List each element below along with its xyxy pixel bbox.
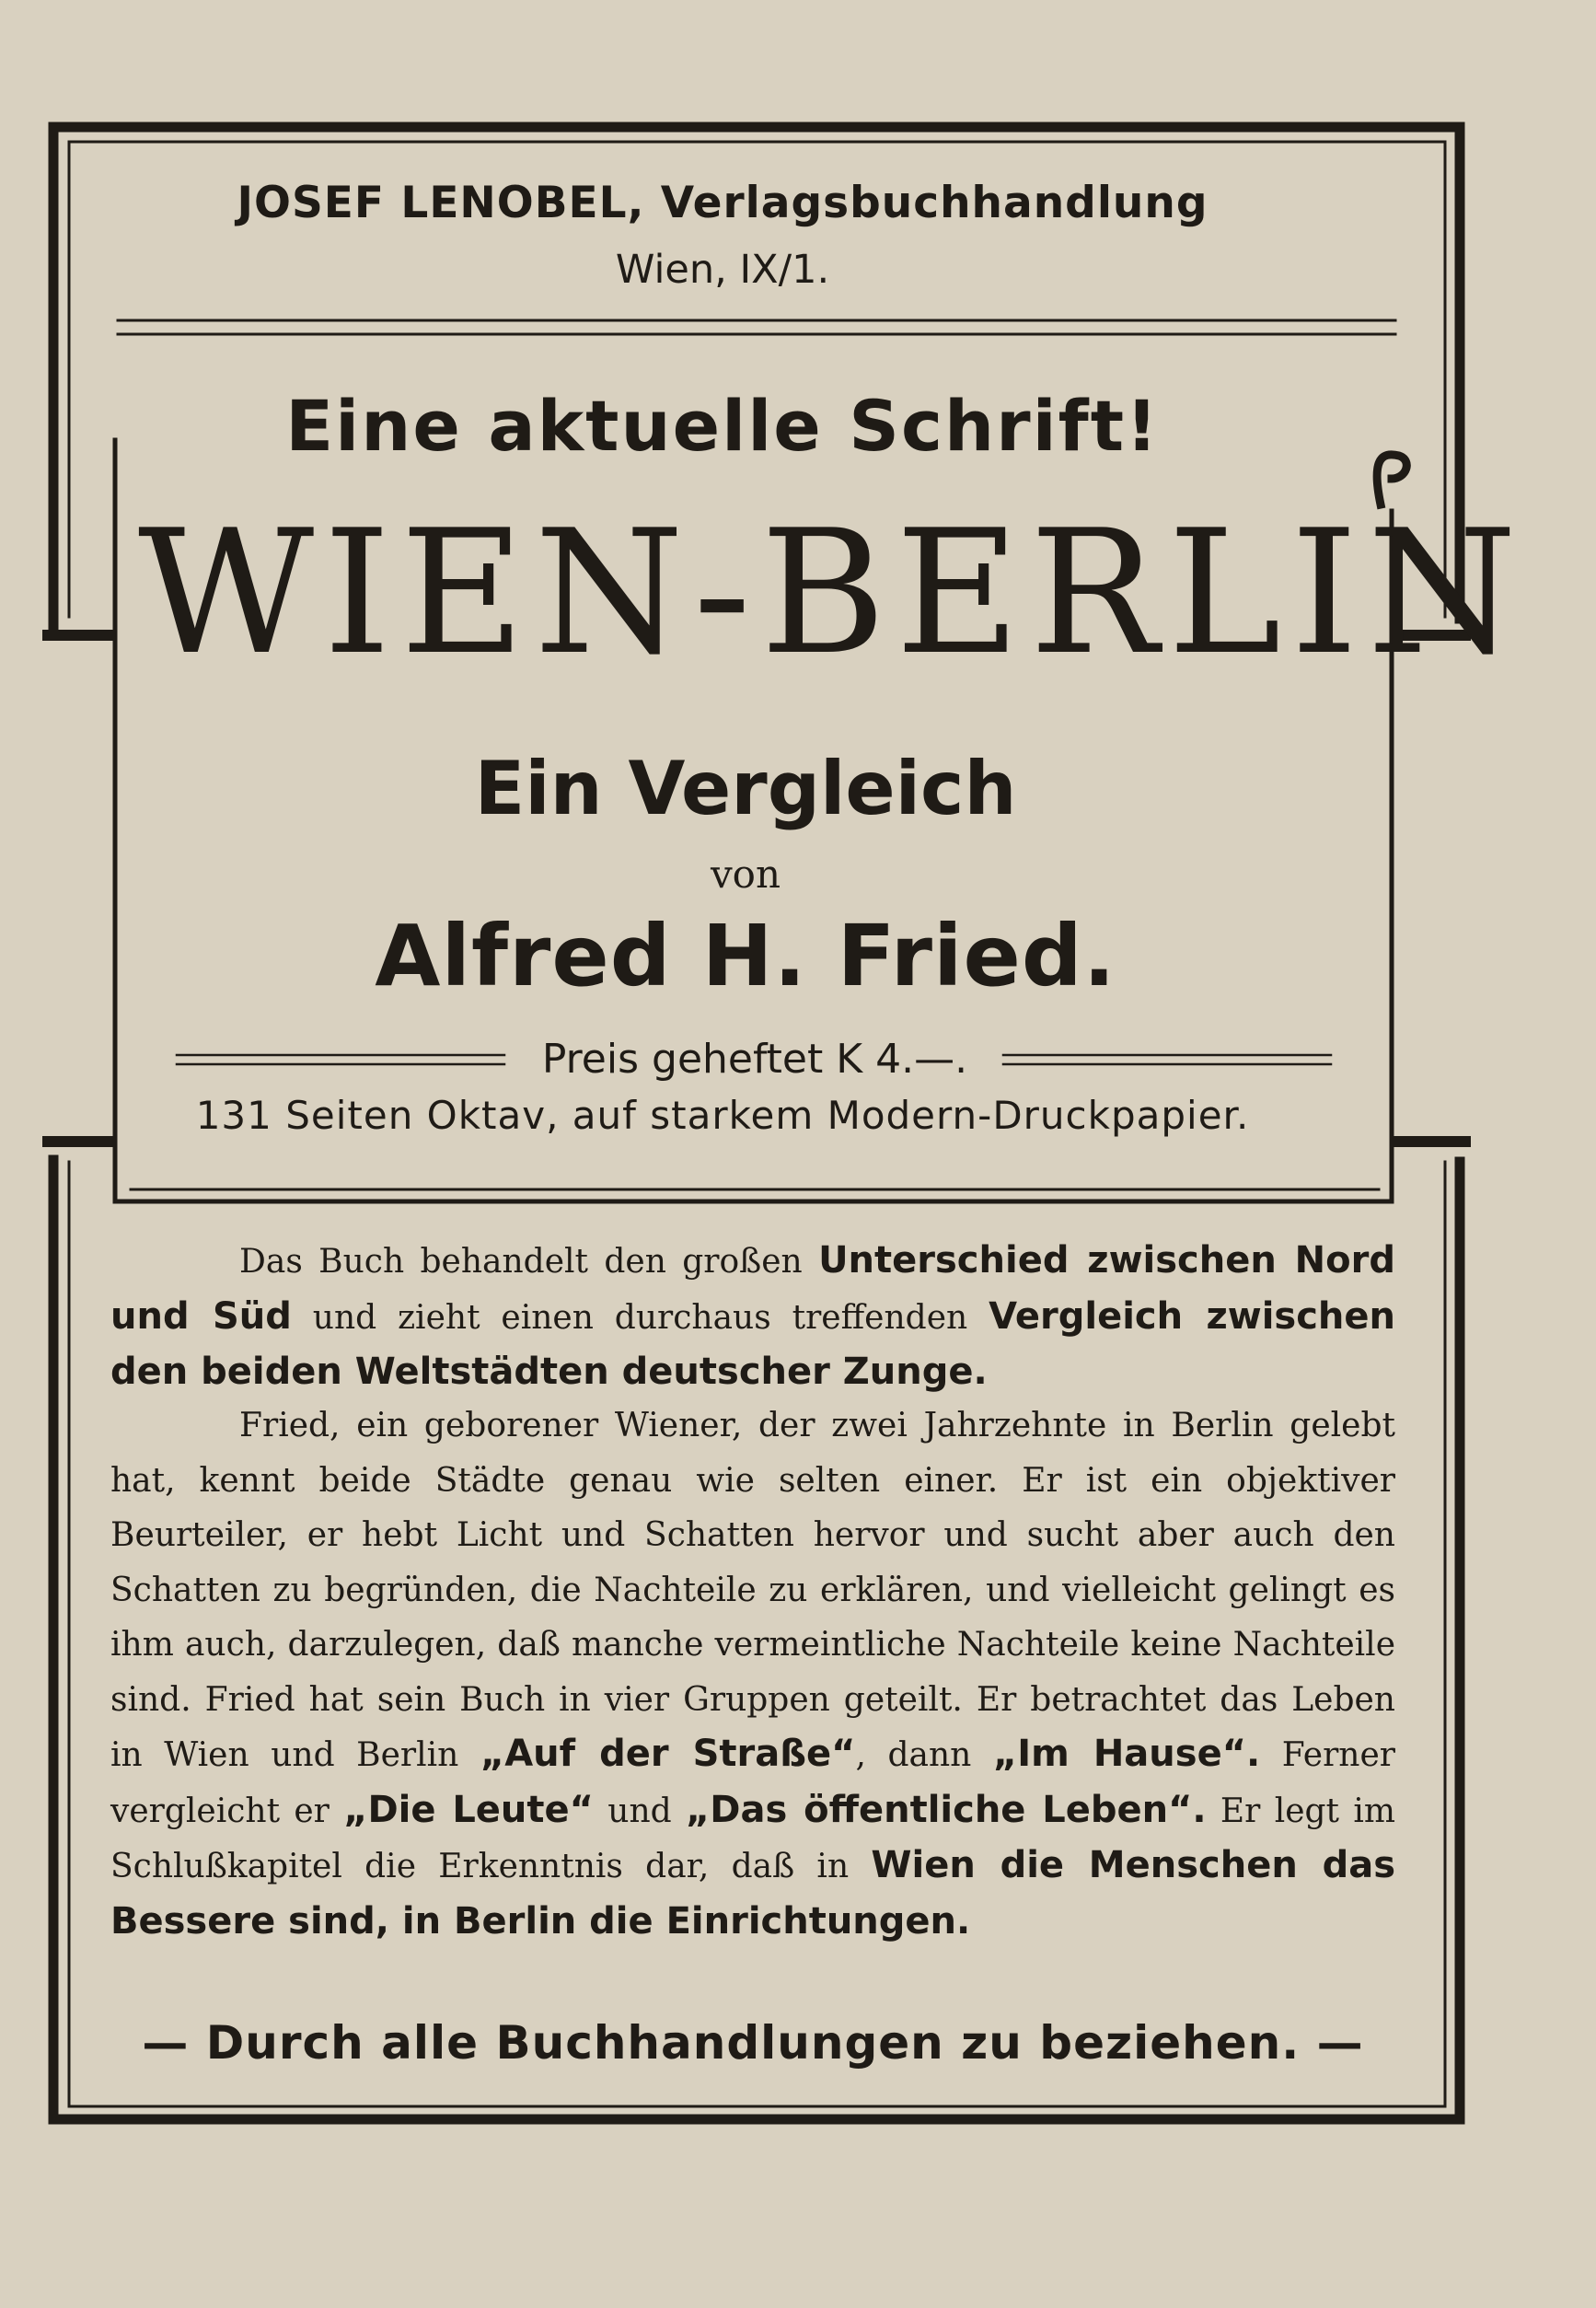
emphasis: Unterschied zwischen Nord und Süd [110,1239,1395,1338]
byline: von [710,852,781,897]
text-run: Ferner vergleicht er [110,1736,1395,1830]
emphasis: Vergleich zwischen den beiden Weltstädten deutscher Zunge. [110,1294,1396,1393]
emphasis: „Die Leute“ [343,1788,594,1831]
headline: Eine aktuelle Schrift! [285,385,1160,467]
book-specs: 131 Seiten Oktav, auf starkem Modern-Druckpapier. [195,1093,1250,1138]
text-run: Er legt im Schlußkapitel die Erkenntnis dar, daß in [110,1792,1395,1885]
emphasis: „Das öffentliche Leben“. [686,1788,1207,1831]
publisher-city: Wien, IX/1. [615,247,830,293]
publisher-name: JOSEF LENOBEL, Verlagsbuchhandlung [237,178,1209,228]
price: Preis geheftet K 4.—. [541,1036,968,1083]
book-subtitle: Ein Vergleich [474,746,1017,831]
description-paragraph-1 [110,1234,1395,1401]
description-paragraph-2 [110,1398,1395,1950]
emphasis: „Im Hause“. [992,1733,1261,1775]
text-run: Fried, ein geborener Wiener, der zwei Jahrzehnte in Berlin gelebt hat, kennt beide Städte genau wie selten einer. Er ist ein objektiver Beurteiler, er hebt Licht und Schatten hervor und sucht aber auch den Schatten zu begründen, die Nachteile zu erklären, und vielleicht gelingt es ihm auch, darzulegen, daß manche vermeintliche Nachteile keine Nachteile sind. Fried hat sein Buch in vier Gruppen geteilt. Er betrachtet das Leben in Wien und Berlin [110,1407,1395,1774]
emphasis: Wien die Menschen das Bessere sind, in Berlin die Einrichtungen. [110,1844,1395,1943]
text-run: und zieht einen durchaus treffenden [291,1298,989,1337]
book-title: WIEN-BERLIN [138,493,1527,692]
availability-note: — Durch alle Buchhandlungen zu beziehen. — [142,2016,1364,2070]
author-name: Alfred H. Fried. [375,907,1116,1005]
text-run: , dann [855,1736,993,1774]
emphasis: „Auf der Straße“ [480,1733,856,1775]
text-run: und [593,1792,686,1830]
text-run: Das Buch behandelt den großen [239,1243,819,1281]
